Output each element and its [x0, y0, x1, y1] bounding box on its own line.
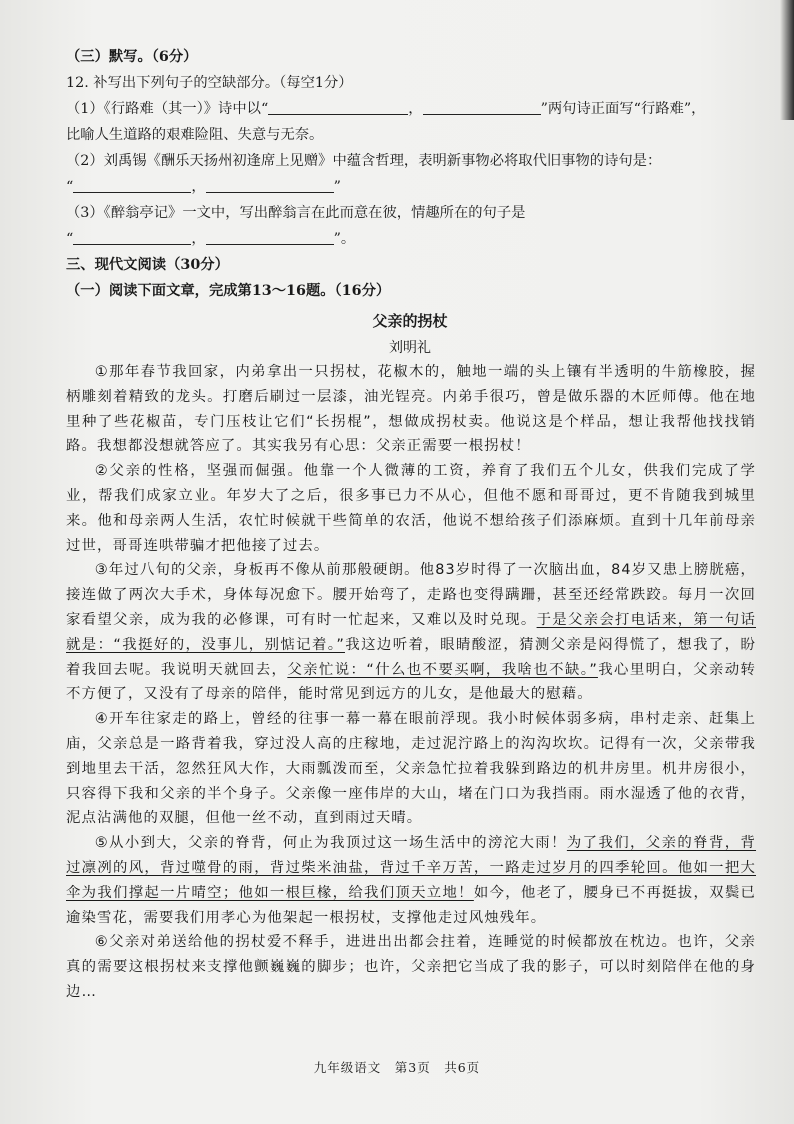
answer-blank[interactable]: [423, 100, 541, 115]
question-item-2-line-2: “ ， ”: [66, 179, 341, 195]
paragraph-5: ⑤从小到大，父亲的脊背，何止为我顶过这一场生活中的滂沱大雨！为了我们，父亲的脊背，背过凛冽的风，背过噬骨的雨，背过柴米油盐，背过千辛万苦，一路走过岁月的四季轮回。他如一把大伞为我们撑起一片晴空；他如一根巨椽，给我们顶天立地！如今，他老了，腰身已不再挺拔，双鬓已逾染雪花，需要我们用孝心为他架起一根拐杖，支撑他走过风烛残年。: [66, 835, 757, 926]
answer-blank[interactable]: [206, 178, 334, 193]
part-heading-reading: 三、现代文阅读（30分）: [66, 257, 229, 273]
answer-blank[interactable]: [268, 100, 408, 115]
question-item-1-line-2: 比喻人生道路的艰难险阻、失意与无奈。: [66, 127, 324, 143]
article-title: 父亲的拐杖: [372, 312, 448, 330]
answer-blank[interactable]: [73, 230, 191, 245]
page-footer: 九年级语文 第3页 共6页: [313, 1060, 481, 1075]
question-item-1-line-1: （1）《行路难（其一）》诗中以“ ， ”两句诗正面写“行路难”，: [66, 101, 706, 117]
question-item-3-line-1: （3）《醉翁亭记》一文中，写出醉翁言在此而意在彼，情趣所在的句子是: [66, 205, 526, 221]
question-item-2-line-1: （2）刘禹锡《酬乐天扬州初逢席上见赠》中蕴含哲理，表明新事物必将取代旧事物的诗句是：: [66, 153, 662, 169]
paragraph-6: ⑥父亲对弟送给他的拐杖爱不释手，进进出出都会拄着，连睡觉的时候都放在枕边。也许，父亲真的需要这根拐杖来支撑他颤巍巍的脚步；也许，父亲把它当成了我的影子，可以时刻陪伴在他的身边…: [66, 934, 756, 1000]
answer-blank[interactable]: [73, 178, 191, 193]
sub-heading-reading-1: （一）阅读下面文章，完成第13～16题。（16分）: [66, 283, 391, 299]
paragraph-1: ①那年春节我回家，内弟拿出一只拐杖，花椒木的，触地一端的头上镶有半透明的牛筋橡胶，握柄雕刻着精致的龙头。打磨后刷过一层漆，油光锃亮。内弟手很巧，曾是做乐器的木匠师傅。他在地里种了些花椒苗，专门压枝让它们“长拐棍”，想做成拐杖卖。他说这是个样品，想让我帮他找找销路。我想都没想就答应了。其实我另有心思：父亲正需要一根拐杖！: [66, 364, 756, 455]
paragraph-3: ③年过八旬的父亲，身板再不像从前那般硬朗。他83岁时得了一次脑出血，84岁又患上膀胱癌，接连做了两次大手术，身体每况愈下。腰开始弯了，走路也变得蹒跚，甚至还经常跌跤。每月一次回家看望父亲，成为我的必修课，可有时一忙起来，又难以及时兑现。于是父亲会打电话来，第一句话就是：“我挺好的，没事儿，别惦记着。”我这边听着，眼睛酸涩，猜测父亲是闷得慌了，想我了，盼着我回去呢。我说明天就回去，父亲忙说：“什么也不要买啊，我啥也不缺。”我心里明白，父亲动转不方便了，又没有了母亲的陪伴，能时常见到远方的儿女，是他最大的慰藉。: [66, 562, 757, 703]
underlined-sentence-2: 父亲忙说：“什么也不要买啊，我啥也不缺。”: [287, 661, 598, 678]
question-stem: 12. 补写出下列句子的空缺部分。（每空1分）: [66, 75, 353, 91]
question-12: [66, 70, 754, 252]
paragraph-4: ④开车往家走的路上，曾经的往事一幕一幕在眼前浮现。我小时候体弱多病，串村走亲、赶集上庙，父亲总是一路背着我，穿过没人高的庄稼地，走过泥泞路上的沟沟坎坎。记得有一次，父亲带我到地里去干活，忽然狂风大作，大雨瓢泼而至，父亲急忙拉着我躲到路边的机井房里。机井房很小，只容得下我和父亲的半个身子。父亲像一座伟岸的大山，堵在门口为我挡雨。雨水湿透了他的衣背，泥点沾满他的双腿，但他一丝不动，直到雨过天晴。: [66, 711, 756, 827]
paragraph-2: ②父亲的性格，坚强而倔强。他靠一个人微薄的工资，养育了我们五个儿女，供我们完成了学业，帮我们成家立业。年岁大了之后，很多事已力不从心，但他不愿和哥哥过，更不肯随我到城里来。他和母亲两人生活，农忙时候就干些简单的农活，他说不想给孩子们添麻烦。直到十几年前母亲过世，哥哥连哄带骗才把他接了过去。: [66, 463, 756, 554]
underlined-sentence-1: 于是父亲会打电话来，第一句话就是：“我挺好的，没事儿，别惦记着。”: [66, 611, 756, 653]
question-item-3-line-2: “ ， ”。: [66, 231, 356, 247]
article-author: 刘明礼: [389, 340, 431, 356]
answer-blank[interactable]: [206, 230, 334, 245]
article: [66, 306, 757, 1005]
scan-shadow: [780, 0, 794, 120]
underlined-sentence-3: 为了我们，父亲的脊背，背过凛冽的风，背过噬骨的雨，背过柴米油盐，背过千辛万苦，一路走过岁月的四季轮回。他如一把大伞为我们撑起一片晴空；他如一根巨椽，给我们顶天立地！: [66, 835, 757, 901]
section-heading-dictation: （三）默写。（6分）: [66, 49, 198, 65]
